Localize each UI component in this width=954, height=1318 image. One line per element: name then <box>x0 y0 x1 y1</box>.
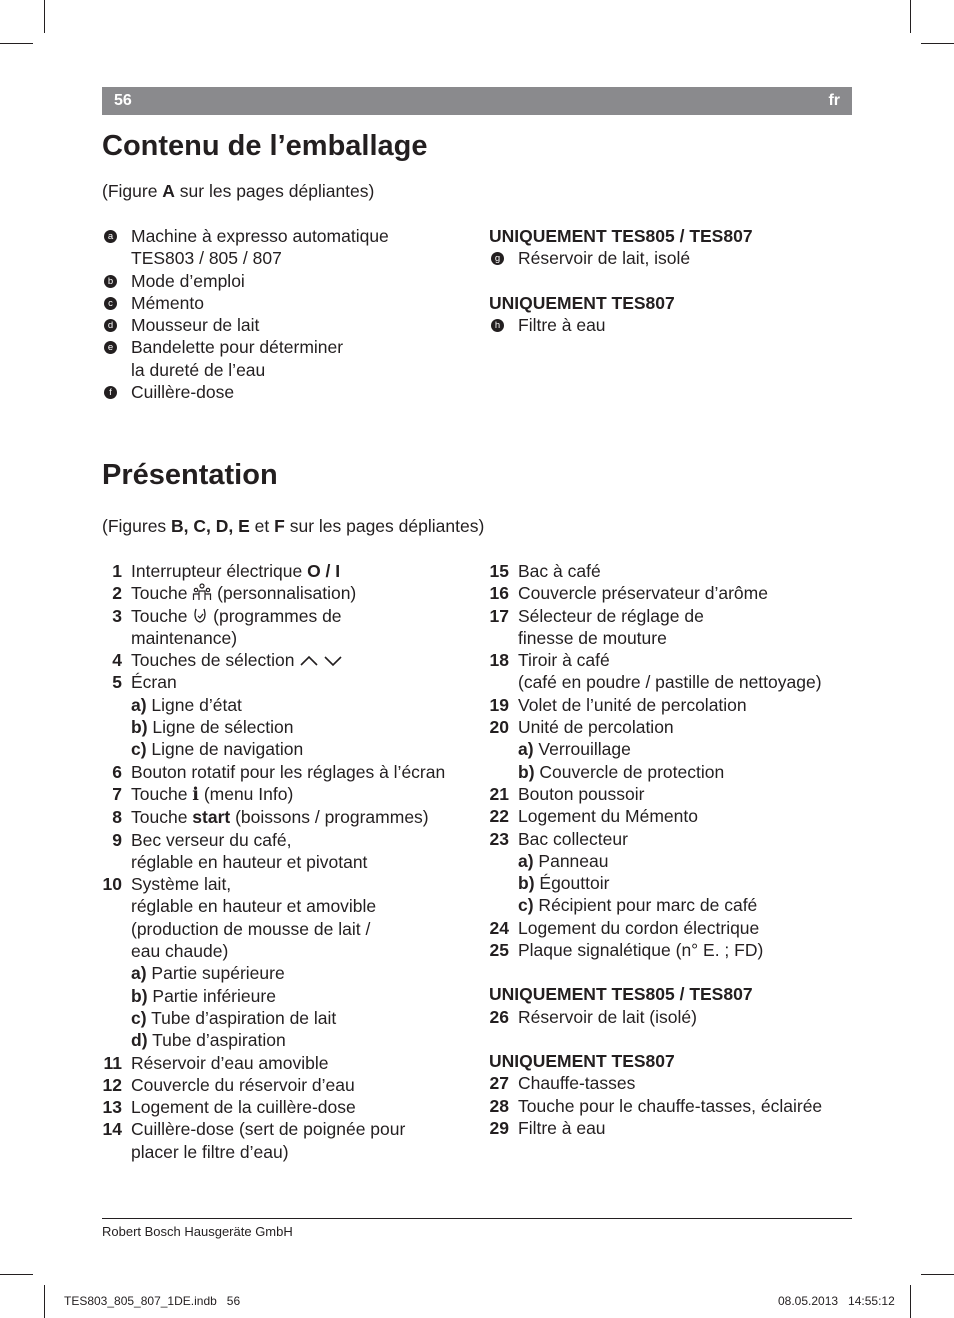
list-item: 2 Touche (personnalisation) <box>112 583 357 604</box>
crop-mark <box>44 1285 45 1318</box>
list-item: 22 Logement du Mémento <box>489 806 698 827</box>
list-item: 10 Système lait, réglable en hauteur et amovible (production de mousse de lait / eau chaude) a) Partie supérieure b) Partie inférieure c) Tube d’aspiration de lait d) Tube d’aspiration <box>102 874 377 1051</box>
section-heading: UNIQUEMENT TES807 <box>489 1050 675 1071</box>
section-heading: UNIQUEMENT TES805 / TES807 <box>489 984 753 1005</box>
list-item: 29 Filtre à eau <box>489 1117 606 1138</box>
crop-mark <box>910 1285 911 1318</box>
info-icon: i <box>192 784 199 805</box>
footer-divider <box>102 1218 852 1219</box>
list-item: 11 Réservoir d’eau amovible <box>103 1052 329 1073</box>
contents-list-left <box>102 225 472 403</box>
list-item: 21 Bouton poussoir <box>489 783 645 804</box>
list-item: 13 Logement de la cuillère-dose <box>102 1097 356 1118</box>
list-item: f Cuillère-dose <box>102 381 472 403</box>
crop-mark <box>0 43 33 44</box>
letter-badge: a <box>104 230 117 243</box>
list-item: 14 Cuillère-dose (sert de poignée pour placer le filtre d’eau) <box>102 1119 406 1162</box>
list-item: h Filtre à eau <box>489 314 849 336</box>
contents-list-right <box>489 225 849 336</box>
letter-badge: b <box>104 275 117 288</box>
crop-mark <box>44 0 45 33</box>
list-item: 26 Réservoir de lait (isolé) <box>489 1006 697 1027</box>
list-item: a Machine à expresso automatique TES803 / 805 / 807 <box>102 225 472 270</box>
list-item: 23 Bac collecteur a) Panneau b) Égouttoir c) Récipient pour marc de café <box>489 828 758 916</box>
list-item: c Mémento <box>102 292 472 314</box>
presentation-list-right <box>489 560 851 1139</box>
personalisation-icon <box>192 583 212 601</box>
chevron-up-down-icon <box>299 654 343 668</box>
list-item: 16 Couvercle préservateur d’arôme <box>489 583 768 604</box>
language-code: fr <box>828 92 840 109</box>
list-item: 17 Sélecteur de réglage de finesse de mouture <box>489 605 704 648</box>
presentation-note: (Figures B, C, D, E et F sur les pages dépliantes) <box>102 516 485 536</box>
list-item: 4 Touches de sélection <box>102 649 477 671</box>
section-heading: UNIQUEMENT TES805 / TES807 <box>489 226 753 246</box>
letter-badge: c <box>104 297 117 310</box>
list-item: 9 Bec verseur du café, réglable en hauteur et pivotant <box>112 829 368 872</box>
presentation-list-left <box>102 560 477 1163</box>
list-item: 12 Couvercle du réservoir d’eau <box>102 1074 355 1095</box>
maintenance-icon <box>192 607 208 624</box>
list-item: 20 Unité de percolation a) Verrouillage b) Couvercle de protection <box>489 717 725 782</box>
list-item: 5 Écran a) Ligne d’état b) Ligne de sélection c) Ligne de navigation <box>112 672 304 760</box>
contents-note: (Figure A sur les pages dépliantes) <box>102 181 375 201</box>
letter-badge: d <box>104 319 117 332</box>
list-item: 1 Interrupteur électrique O / I <box>112 561 341 581</box>
presentation-title: Présentation <box>102 459 278 491</box>
page-header-bar <box>102 87 852 115</box>
letter-badge: f <box>104 386 117 399</box>
footer-company: Robert Bosch Hausgeräte GmbH <box>102 1224 293 1239</box>
crop-mark <box>0 1274 33 1275</box>
list-item: 27 Chauffe-tasses <box>489 1073 636 1094</box>
section-heading: UNIQUEMENT TES807 <box>489 292 675 313</box>
list-item: 15 Bac à café <box>489 561 601 581</box>
letter-badge: h <box>491 319 504 332</box>
crop-mark <box>910 0 911 33</box>
contents-title: Contenu de l’emballage <box>102 130 428 162</box>
print-slug-date: 08.05.2013 14:55:12 <box>778 1294 895 1308</box>
list-item: 8 Touche start (boissons / programmes) <box>112 807 429 828</box>
list-item: 6 Bouton rotatif pour les réglages à l’écran <box>112 761 446 782</box>
list-item: b Mode d’emploi <box>102 270 472 292</box>
list-item: 18 Tiroir à café (café en poudre / pastille de nettoyage) <box>489 650 822 693</box>
list-item: 28 Touche pour le chauffe-tasses, éclairée <box>489 1095 823 1116</box>
print-slug-file: TES803_805_807_1DE.indb 56 <box>64 1294 241 1308</box>
page-number: 56 <box>114 92 132 109</box>
letter-badge: g <box>491 252 504 265</box>
crop-mark <box>921 43 954 44</box>
list-item: e Bandelette pour déterminer la dureté de l’eau <box>102 336 472 381</box>
list-item: 25 Plaque signalétique (n° E. ; FD) <box>489 940 764 961</box>
list-item: 3 Touche (programmes de maintenance) <box>112 605 342 648</box>
list-item: d Mousseur de lait <box>102 314 472 336</box>
list-item: 24 Logement du cordon électrique <box>489 917 760 938</box>
list-item: 7 Touche i (menu Info) <box>112 783 294 805</box>
crop-mark <box>921 1274 954 1275</box>
list-item: 19 Volet de l’unité de percolation <box>489 694 747 715</box>
list-item: g Réservoir de lait, isolé <box>489 247 849 269</box>
letter-badge: e <box>104 341 117 354</box>
